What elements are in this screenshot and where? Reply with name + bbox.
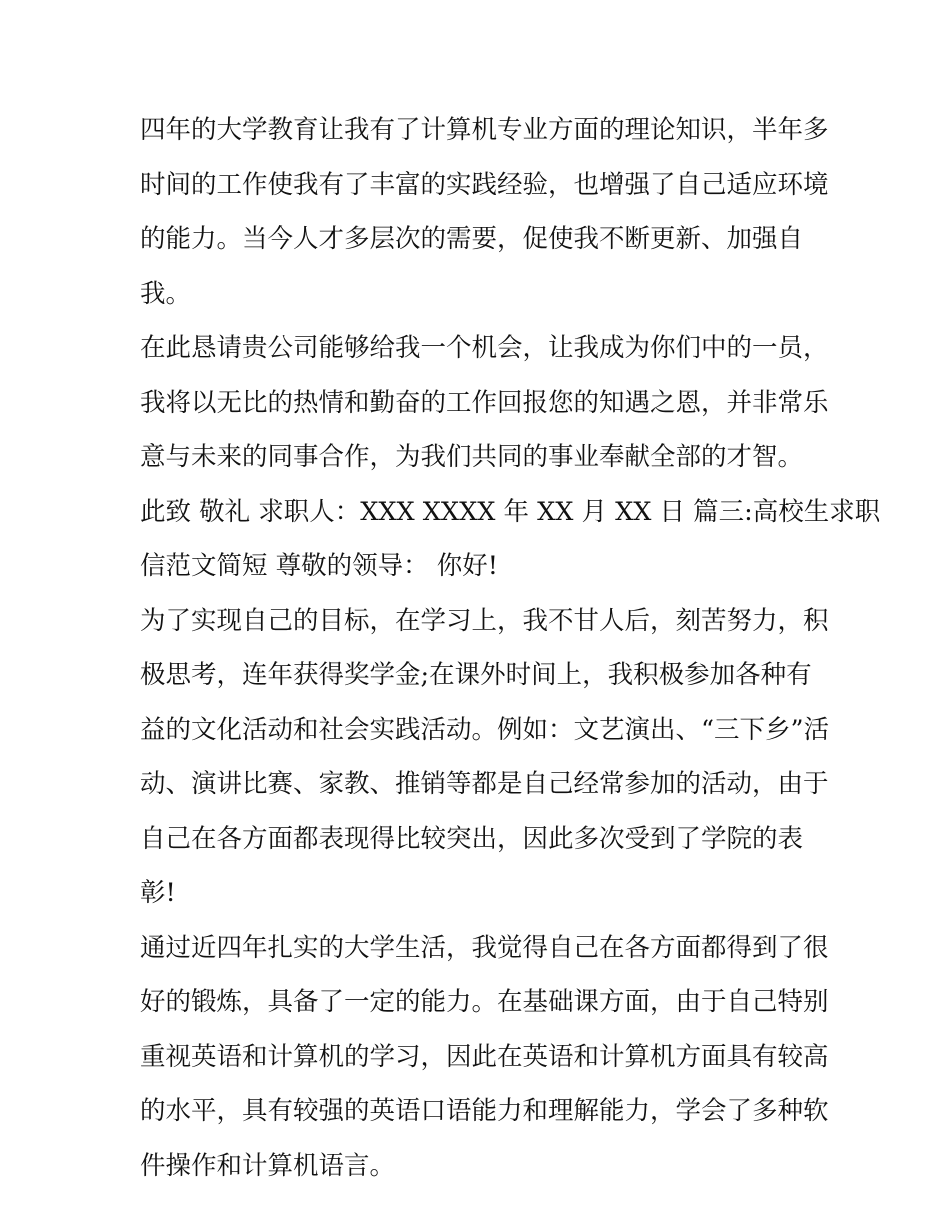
text-line: 重视英语和计算机的学习，因此在英语和计算机方面具有较高 — [140, 1041, 829, 1072]
text-line: 四年的大学教育让我有了计算机专业方面的理论知识，半年多 — [140, 115, 829, 145]
text-line: 极思考，连年获得奖学金;在课外时间上，我积极参加各种有 — [140, 660, 812, 690]
text-line: 益的文化活动和社会实践活动。例如：文艺演出、“三下乡”活 — [140, 714, 830, 745]
text-line: 为了实现自己的目标，在学习上，我不甘人后，刻苦努力，积 — [140, 605, 829, 636]
text-line: 时间的工作使我有了丰富的实践经验，也增强了自己适应环境 — [140, 169, 829, 200]
document-body — [140, 103, 881, 1193]
text-line: 自己在各方面都表现得比较突出，因此多次受到了学院的表 — [140, 823, 804, 854]
text-line: 动、演讲比赛、家教、推销等都是自己经常参加的活动，由于 — [140, 769, 829, 799]
text-line: 好的锻炼，具备了一定的能力。在基础课方面，由于自己特别 — [140, 987, 829, 1017]
text-line: 意与未来的同事合作，为我们共同的事业奉献全部的才智。 — [140, 442, 804, 472]
text-line: 信范文简短 尊敬的领导： 你好! — [140, 551, 498, 581]
text-line: 我将以无比的热情和勤奋的工作回报您的知遇之恩，并非常乐 — [140, 387, 829, 418]
text-line: 通过近四年扎实的大学生活，我觉得自己在各方面都得到了很 — [140, 932, 829, 963]
text-line: 的能力。当今人才多层次的需要，促使我不断更新、加强自 — [140, 224, 804, 254]
text-line: 此致 敬礼 求职人：XXX XXXX 年 XX 月 XX 日 篇三:高校生求职 — [140, 496, 881, 527]
text-line: 在此恳请贵公司能够给我一个机会，让我成为你们中的一员， — [140, 333, 829, 363]
text-line: 件操作和计算机语言。 — [140, 1150, 396, 1181]
text-line: 我。 — [140, 278, 192, 309]
text-line: 的水平，具有较强的英语口语能力和理解能力，学会了多种软 — [140, 1096, 829, 1126]
text-line: 彰! — [140, 878, 176, 908]
